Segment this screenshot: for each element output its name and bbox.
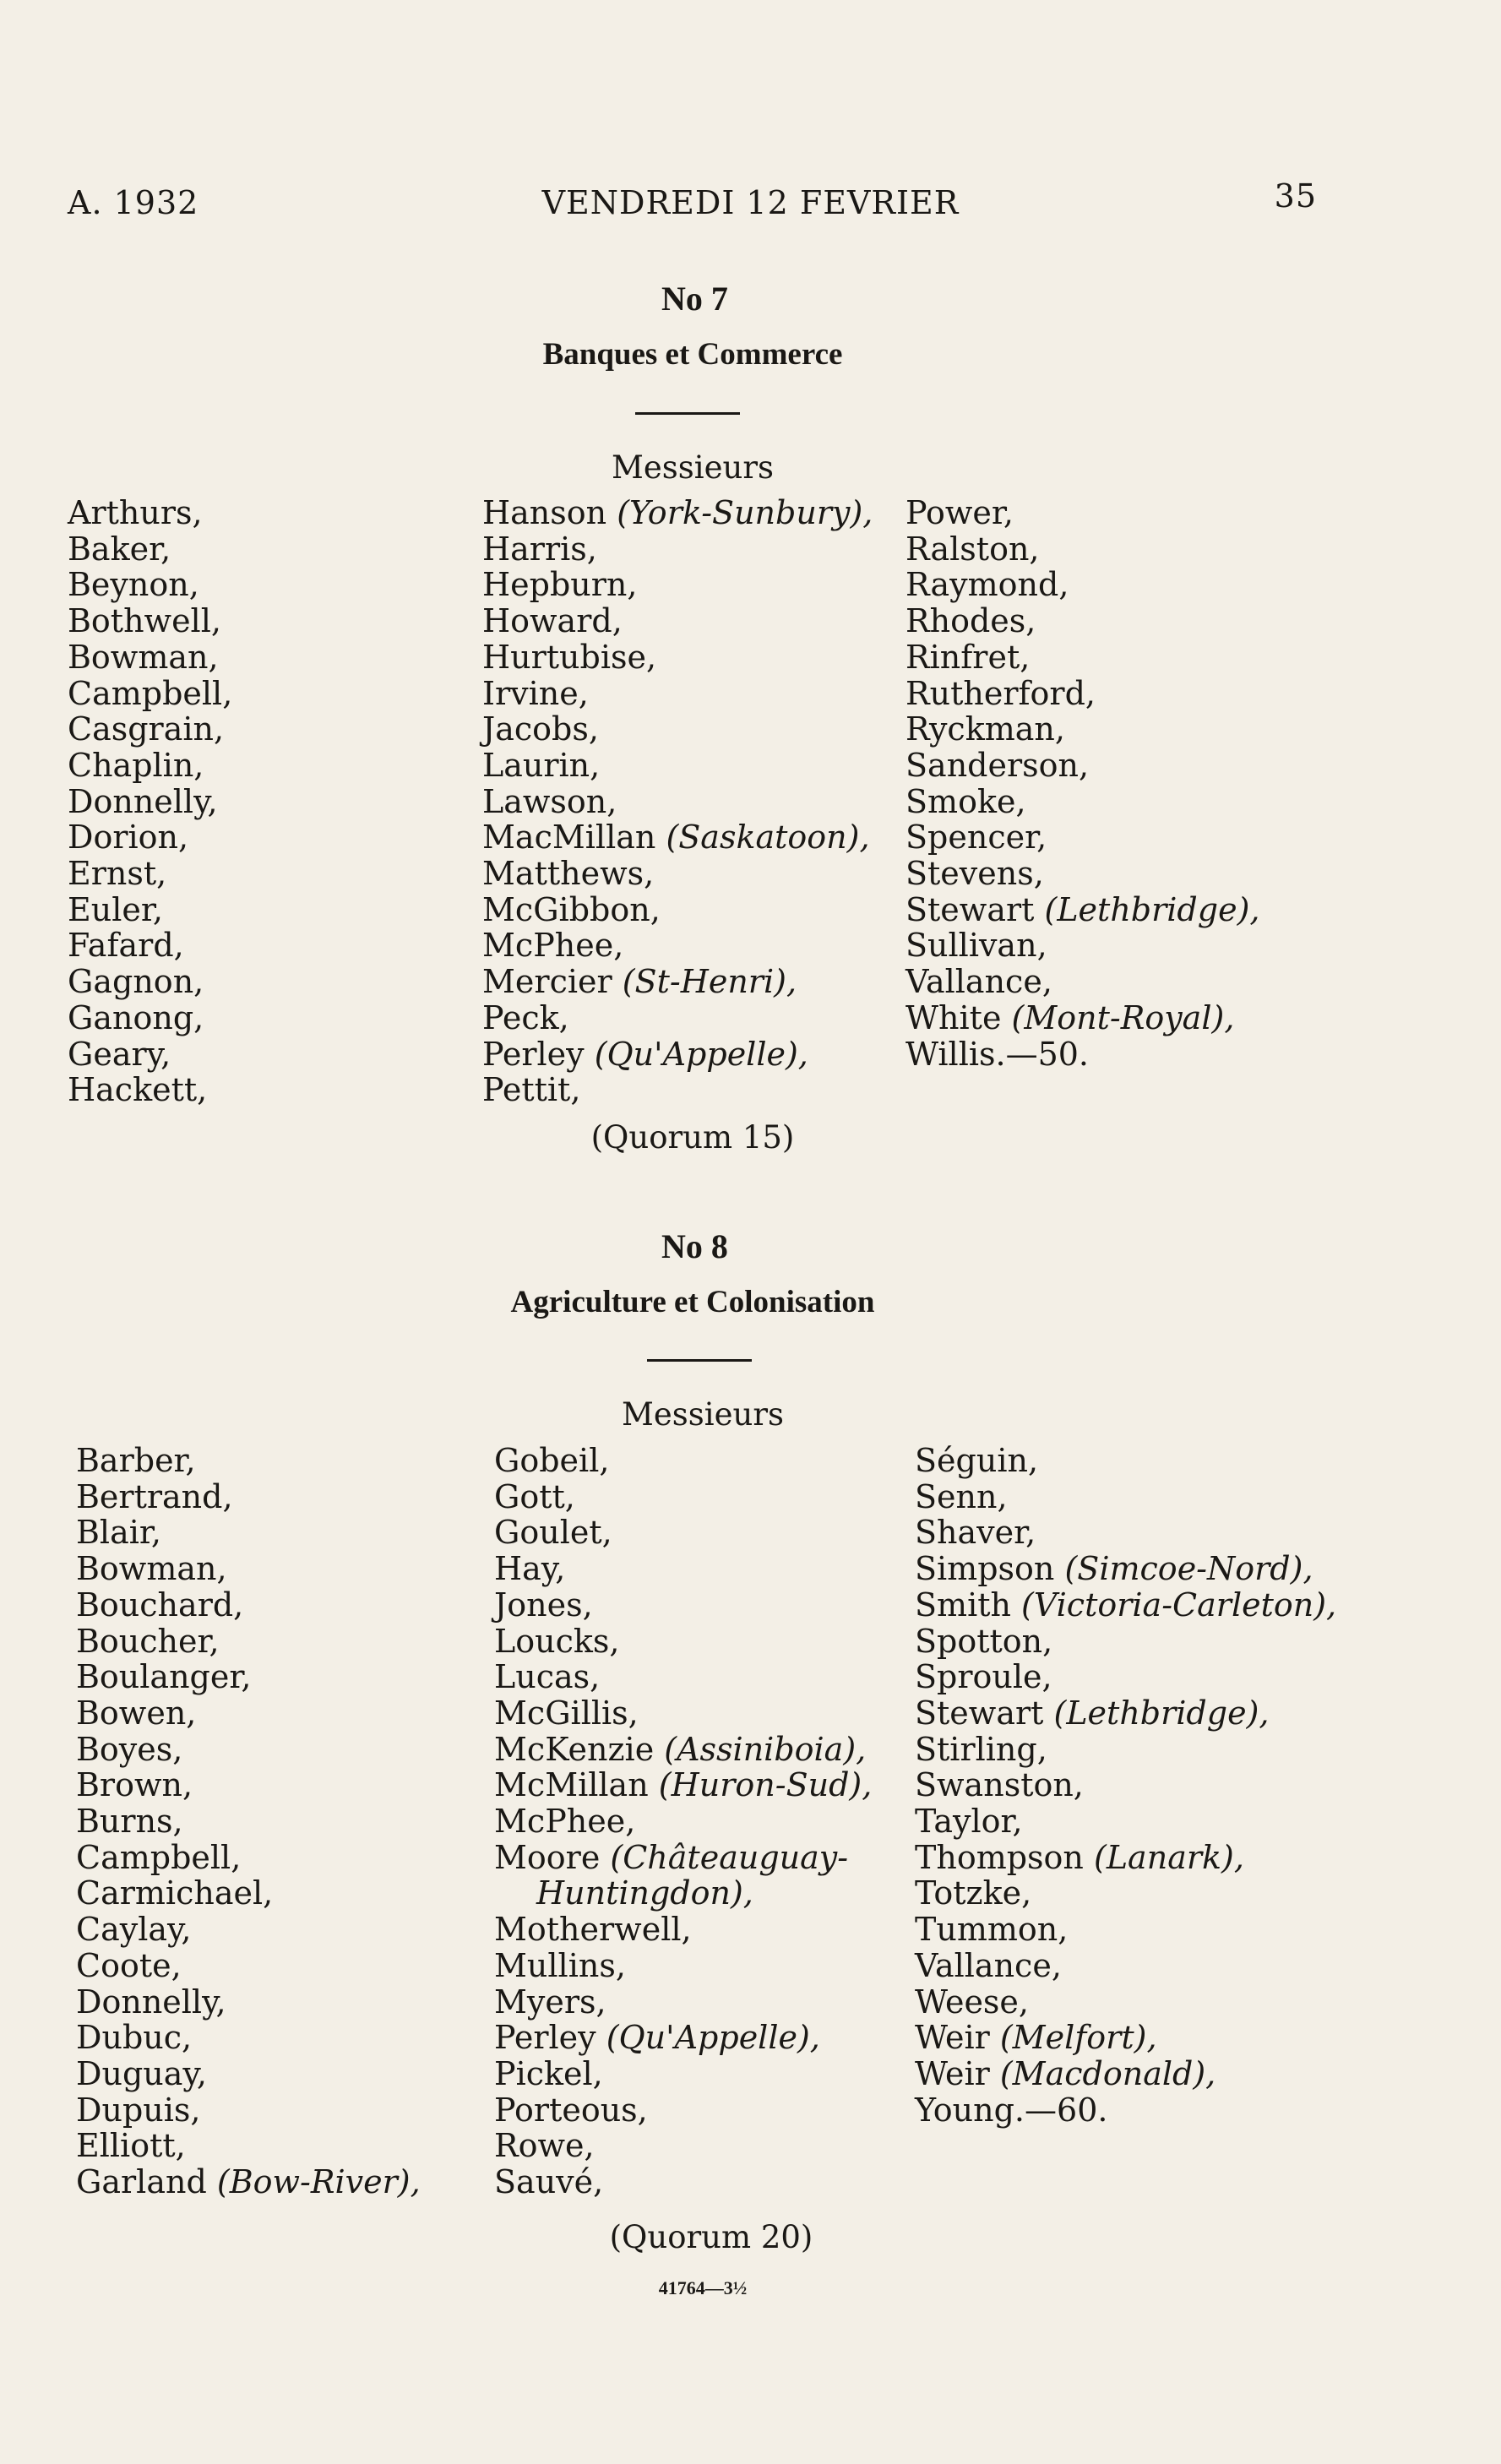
member-name: Barber, [76, 1442, 196, 1479]
member-entry [68, 1000, 232, 1036]
member-name: Gott, [494, 1477, 575, 1515]
member-entry [915, 1659, 1336, 1695]
member-name: Spencer, [905, 819, 1047, 857]
member-entry [905, 964, 1259, 1000]
member-riding: (Assiniboia), [664, 1730, 867, 1768]
committee-number: No 8 [661, 1227, 728, 1265]
member-entry [68, 711, 232, 748]
member-name: Laurin, [482, 746, 601, 784]
member-name: Lawson, [482, 782, 617, 820]
member-name: Myers, [494, 1983, 606, 2021]
member-name: Donnelly, [68, 782, 218, 820]
member-entry [68, 676, 232, 712]
member-entry [76, 1767, 421, 1803]
header-year: A. 1932 [68, 184, 199, 221]
member-entry [905, 567, 1259, 603]
member-column-3 [915, 1443, 1336, 2128]
member-column-3 [905, 495, 1259, 1072]
member-name: Loucks, [494, 1622, 620, 1660]
member-entry [482, 748, 873, 784]
member-entry [76, 1551, 421, 1587]
member-name: Dupuis, [76, 2091, 201, 2129]
member-name: Howard, [482, 602, 623, 640]
member-riding: (Macdonald), [999, 2054, 1216, 2092]
member-name: Weir [915, 2054, 1000, 2092]
member-entry [76, 1984, 421, 2021]
member-name: Sanderson, [905, 746, 1090, 784]
member-name: Pickel, [494, 2054, 603, 2092]
member-entry [915, 1551, 1336, 1587]
member-entry [494, 1659, 872, 1695]
member-entry [494, 2020, 872, 2056]
member-name: Campbell, [76, 1838, 242, 1876]
member-name: Mullins, [494, 1946, 626, 1984]
member-name: Weir [915, 2019, 1000, 2057]
member-name: Peck, [482, 998, 569, 1036]
member-name: Sproule, [915, 1658, 1052, 1696]
member-name: Ralston, [905, 530, 1040, 568]
member-name: Stewart [905, 890, 1045, 928]
member-riding: (Lethbridge), [1044, 890, 1260, 928]
member-name: Donnelly, [76, 1983, 226, 2021]
member-name: Simpson [915, 1550, 1065, 1588]
member-name: Stevens, [905, 855, 1044, 893]
member-name: Jacobs, [482, 710, 599, 748]
member-entry [915, 1732, 1336, 1768]
member-name: Matthews, [482, 855, 655, 893]
member-name: Young.—60. [915, 2091, 1108, 2129]
member-name: Bowen, [76, 1694, 197, 1732]
member-name: Gagnon, [68, 963, 204, 1001]
member-entry [68, 856, 232, 892]
member-name: Gobeil, [494, 1442, 610, 1479]
member-entry [494, 2128, 872, 2164]
member-name: MacMillan [482, 819, 666, 857]
member-name: McMillan [494, 1766, 659, 1804]
page-number: 35 [1274, 177, 1317, 215]
member-name: Beynon, [68, 566, 199, 604]
member-entry [482, 567, 873, 603]
member-name: Ernst, [68, 855, 167, 893]
member-name: Chaplin, [68, 746, 204, 784]
member-entry [905, 639, 1259, 676]
member-name: Dorion, [68, 819, 189, 857]
member-entry [905, 1000, 1259, 1036]
member-column-1 [76, 1443, 421, 2200]
member-name: Blair, [76, 1514, 161, 1552]
member-entry [494, 2092, 872, 2129]
member-name: Boucher, [76, 1622, 220, 1660]
member-riding: (Melfort), [999, 2019, 1157, 2057]
member-entry [915, 1912, 1336, 1948]
member-riding: (Châteauguay- [610, 1838, 849, 1876]
member-entry [494, 1443, 872, 1479]
member-entry [905, 495, 1259, 531]
member-entry [915, 1840, 1336, 1876]
member-entry [68, 748, 232, 784]
member-entry [494, 1732, 872, 1768]
member-name: Harris, [482, 530, 597, 568]
member-entry [494, 2164, 872, 2200]
member-entry [68, 603, 232, 639]
member-entry [482, 603, 873, 639]
member-entry [494, 1695, 872, 1732]
member-name: Rutherford, [905, 674, 1096, 712]
member-entry [915, 1624, 1336, 1660]
member-entry [76, 1695, 421, 1732]
member-name: Ryckman, [905, 710, 1065, 748]
member-name: Willis.—50. [905, 1035, 1090, 1073]
member-name: Casgrain, [68, 710, 225, 748]
member-entry [76, 1912, 421, 1948]
title-rule [635, 412, 740, 415]
member-name: Porteous, [494, 2091, 648, 2129]
member-entry [482, 856, 873, 892]
member-entry [905, 856, 1259, 892]
member-name: Rhodes, [905, 602, 1036, 640]
member-name: Stewart [915, 1694, 1054, 1732]
member-name: Hay, [494, 1550, 566, 1588]
member-entry [68, 819, 232, 856]
member-name: Rowe, [494, 2127, 595, 2165]
member-entry [68, 927, 232, 964]
member-entry [915, 1515, 1336, 1551]
member-entry [915, 2056, 1336, 2092]
member-entry [915, 1479, 1336, 1515]
member-entry [68, 892, 232, 928]
member-riding: (York-Sunbury), [617, 494, 873, 531]
quorum-note: (Quorum 20) [609, 2219, 813, 2255]
member-entry [68, 1036, 232, 1073]
member-entry [76, 1732, 421, 1768]
member-riding: (Lethbridge), [1053, 1694, 1270, 1732]
header-date: VENDREDI 12 FEVRIER [541, 184, 960, 221]
member-entry [905, 711, 1259, 748]
member-entry [76, 1875, 421, 1912]
member-name: Coote, [76, 1946, 182, 1984]
member-riding: (Mont-Royal), [1011, 998, 1235, 1036]
member-entry [494, 1875, 872, 1912]
member-name: Bothwell, [68, 602, 221, 640]
member-name: Sullivan, [905, 927, 1047, 965]
member-entry [494, 1515, 872, 1551]
member-riding: Huntingdon), [536, 1874, 753, 1912]
member-riding: (Qu'Appelle), [594, 1035, 808, 1073]
committee-number: No 7 [661, 280, 728, 318]
member-entry [76, 1803, 421, 1840]
member-name: Baker, [68, 530, 171, 568]
member-name: Burns, [76, 1803, 183, 1841]
member-name: Senn, [915, 1477, 1008, 1515]
member-name: Swanston, [915, 1766, 1084, 1804]
member-entry [482, 639, 873, 676]
member-entry [905, 676, 1259, 712]
member-name: Rinfret, [905, 638, 1031, 676]
member-name: Pettit, [482, 1071, 581, 1109]
member-entry [76, 1624, 421, 1660]
member-entry [494, 1767, 872, 1803]
member-entry [76, 1948, 421, 1984]
committee-title: Agriculture et Colonisation [510, 1285, 875, 1319]
member-entry [76, 1515, 421, 1551]
member-entry [76, 1840, 421, 1876]
quorum-note: (Quorum 15) [590, 1119, 795, 1156]
member-entry [915, 2020, 1336, 2056]
member-name: Bertrand, [76, 1477, 233, 1515]
member-entry [915, 1803, 1336, 1840]
member-name: Arthurs, [68, 494, 203, 531]
member-column-2 [494, 1443, 872, 2200]
member-name: Perley [482, 1035, 595, 1073]
member-name: Duguay, [76, 2054, 207, 2092]
member-name: Irvine, [482, 674, 589, 712]
member-riding: (Qu'Appelle), [606, 2019, 820, 2057]
member-name: Lucas, [494, 1658, 601, 1696]
member-entry [494, 1840, 872, 1876]
member-entry [494, 1479, 872, 1515]
member-name: Hackett, [68, 1071, 208, 1109]
member-entry [915, 1767, 1336, 1803]
member-entry [915, 1695, 1336, 1732]
member-entry [482, 964, 873, 1000]
member-entry [76, 2128, 421, 2164]
member-name: Vallance, [915, 1946, 1062, 1984]
member-name: Elliott, [76, 2127, 186, 2165]
member-entry [482, 1036, 873, 1073]
member-name: Caylay, [76, 1911, 192, 1949]
member-name: Totzke, [915, 1874, 1032, 1912]
committee-title: Banques et Commerce [542, 337, 843, 372]
member-name: Bowman, [68, 638, 219, 676]
member-name: Perley [494, 2019, 606, 2057]
member-entry [482, 1072, 873, 1108]
member-name: Vallance, [905, 963, 1052, 1001]
member-name: Bowman, [76, 1550, 227, 1588]
member-name: Garland [76, 2163, 217, 2201]
member-entry [68, 784, 232, 820]
member-entry [915, 1948, 1336, 1984]
member-entry [68, 639, 232, 676]
member-entry [905, 784, 1259, 820]
member-riding: (Simcoe-Nord), [1064, 1550, 1313, 1588]
member-name: White [905, 998, 1012, 1036]
member-entry [482, 1000, 873, 1036]
member-entry [76, 2092, 421, 2129]
messieurs-label: Messieurs [612, 449, 774, 486]
member-entry [76, 1659, 421, 1695]
member-entry [915, 2092, 1336, 2129]
member-riding: (Victoria-Carleton), [1021, 1586, 1337, 1624]
member-entry [76, 1443, 421, 1479]
member-column-1 [68, 495, 232, 1108]
member-name: Campbell, [68, 674, 233, 712]
member-name: Hurtubise, [482, 638, 657, 676]
member-name: Ganong, [68, 998, 204, 1036]
member-name: Jones, [494, 1586, 593, 1624]
member-entry [494, 1912, 872, 1948]
member-entry [76, 1587, 421, 1624]
member-entry [482, 531, 873, 568]
member-name: Smith [915, 1586, 1022, 1624]
member-riding: (Saskatoon), [666, 819, 870, 857]
member-name: Motherwell, [494, 1911, 692, 1949]
member-entry [905, 1036, 1259, 1073]
member-entry [494, 1948, 872, 1984]
member-entry [494, 1984, 872, 2021]
member-name: Smoke, [905, 782, 1026, 820]
member-name: Power, [905, 494, 1014, 531]
member-entry [482, 784, 873, 820]
member-entry [905, 748, 1259, 784]
member-column-2 [482, 495, 873, 1108]
member-name: Hepburn, [482, 566, 638, 604]
member-entry [76, 1479, 421, 1515]
member-name: Fafard, [68, 927, 184, 965]
member-riding: (St-Henri), [622, 963, 797, 1001]
member-name: Spotton, [915, 1622, 1053, 1660]
member-entry [68, 495, 232, 531]
member-entry [905, 819, 1259, 856]
member-entry [494, 1551, 872, 1587]
member-name: Stirling, [915, 1730, 1047, 1768]
member-entry [905, 892, 1259, 928]
member-name: Mercier [482, 963, 623, 1001]
member-name: Dubuc, [76, 2019, 193, 2057]
member-riding: (Huron-Sud), [658, 1766, 873, 1804]
member-name: Thompson [915, 1838, 1094, 1876]
member-name: McGillis, [494, 1694, 639, 1732]
title-rule [647, 1359, 752, 1362]
member-name: Taylor, [915, 1803, 1023, 1841]
member-entry [915, 1875, 1336, 1912]
member-entry [494, 2056, 872, 2092]
member-riding: (Bow-River), [216, 2163, 421, 2201]
member-riding: (Lanark), [1094, 1838, 1244, 1876]
print-code: 41764—3½ [658, 2277, 748, 2298]
member-entry [494, 1803, 872, 1840]
member-name: McGibbon, [482, 890, 661, 928]
member-entry [482, 892, 873, 928]
member-entry [482, 927, 873, 964]
member-name: Carmichael, [76, 1874, 274, 1912]
member-entry [482, 819, 873, 856]
member-name: Séguin, [915, 1442, 1039, 1479]
member-entry [76, 2056, 421, 2092]
member-entry [915, 1443, 1336, 1479]
member-entry [76, 2164, 421, 2200]
member-entry [68, 531, 232, 568]
member-name: Bouchard, [76, 1586, 244, 1624]
member-entry [915, 1587, 1336, 1624]
member-name: Goulet, [494, 1514, 612, 1552]
member-name: Sauvé, [494, 2163, 604, 2201]
member-name: Boulanger, [76, 1658, 252, 1696]
member-entry [915, 1984, 1336, 2021]
member-entry [494, 1624, 872, 1660]
member-entry [482, 676, 873, 712]
member-entry [482, 711, 873, 748]
member-name: McPhee, [482, 927, 624, 965]
member-entry [68, 567, 232, 603]
member-name: McKenzie [494, 1730, 665, 1768]
member-entry [76, 2020, 421, 2056]
member-name: Boyes, [76, 1730, 183, 1768]
member-entry [494, 1587, 872, 1624]
member-entry [905, 927, 1259, 964]
member-name: Shaver, [915, 1514, 1036, 1552]
member-name: Weese, [915, 1983, 1030, 2021]
member-name: Geary, [68, 1035, 171, 1073]
member-name: Moore [494, 1838, 611, 1876]
member-name: Brown, [76, 1766, 193, 1804]
member-entry [905, 603, 1259, 639]
member-entry [68, 1072, 232, 1108]
member-name: Euler, [68, 890, 163, 928]
messieurs-label: Messieurs [622, 1396, 784, 1433]
member-entry [905, 531, 1259, 568]
member-entry [482, 495, 873, 531]
member-name: Hanson [482, 494, 617, 531]
member-name: Raymond, [905, 566, 1069, 604]
member-name: McPhee, [494, 1803, 636, 1841]
member-name: Tummon, [915, 1911, 1069, 1949]
member-entry [68, 964, 232, 1000]
